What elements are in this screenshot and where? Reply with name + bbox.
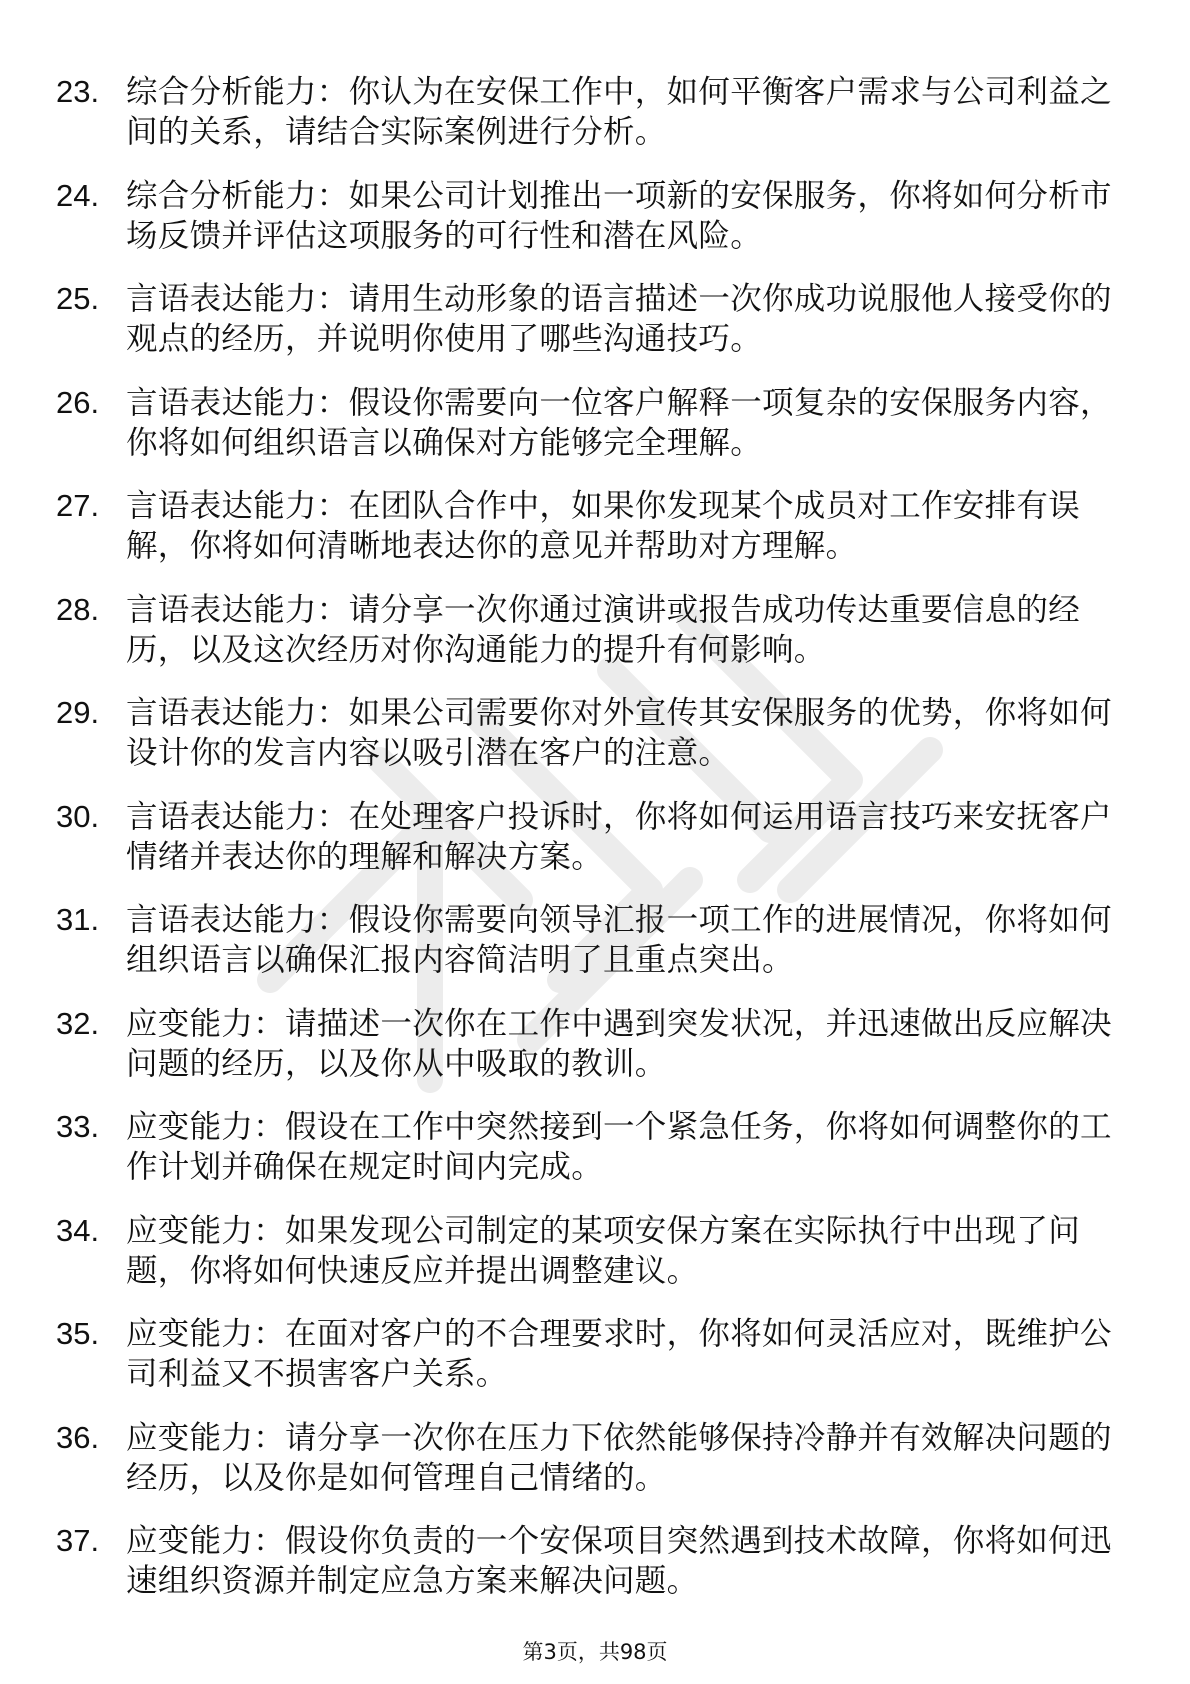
question-item-24 [56, 176, 1136, 280]
question-text: 综合分析能力：你认为在安保工作中，如何平衡客户需求与公司利益之间的关系，请结合实际案例进行分析。 [126, 74, 1112, 150]
question-number: 28. [56, 591, 100, 627]
question-number: 32. [56, 1005, 100, 1041]
question-number: 23. [56, 74, 100, 109]
question-item-28 [56, 590, 1136, 694]
question-item-31 [56, 900, 1136, 1004]
question-text: 言语表达能力：请用生动形象的语言描述一次你成功说服他人接受你的观点的经历，并说明你使用了哪些沟通技巧。 [126, 281, 1112, 357]
question-list [56, 72, 1136, 1625]
question-number: 24. [56, 177, 100, 213]
question-number: 29. [56, 695, 100, 730]
question-number: 31. [56, 902, 100, 937]
question-item-30 [56, 797, 1136, 901]
question-number: 34. [56, 1212, 100, 1248]
question-number: 35. [56, 1316, 100, 1351]
question-text: 应变能力：请分享一次你在压力下依然能够保持冷静并有效解决问题的经历，以及你是如何管理自己情绪的。 [126, 1419, 1112, 1496]
question-item-35 [56, 1314, 1136, 1418]
question-text: 综合分析能力：如果公司计划推出一项新的安保服务，你将如何分析市场反馈并评估这项服务的可行性和潜在风险。 [126, 177, 1112, 254]
question-text: 言语表达能力：如果公司需要你对外宣传其安保服务的优势，你将如何设计你的发言内容以吸引潜在客户的注意。 [126, 695, 1112, 771]
question-item-32 [56, 1004, 1136, 1108]
question-text: 应变能力：假设在工作中突然接到一个紧急任务，你将如何调整你的工作计划并确保在规定时间内完成。 [126, 1109, 1112, 1185]
page-footer [0, 1638, 1190, 1666]
question-text: 应变能力：假设你负责的一个安保项目突然遇到技术故障，你将如何迅速组织资源并制定应急方案来解决问题。 [126, 1523, 1112, 1599]
question-item-33 [56, 1107, 1136, 1211]
question-item-29 [56, 693, 1136, 797]
question-number: 26. [56, 384, 100, 420]
question-number: 37. [56, 1523, 100, 1558]
question-text: 应变能力：请描述一次你在工作中遇到突发状况，并迅速做出反应解决问题的经历，以及你从中吸取的教训。 [126, 1005, 1112, 1082]
question-text: 言语表达能力：请分享一次你通过演讲或报告成功传达重要信息的经历，以及这次经历对你沟通能力的提升有何影响。 [126, 591, 1081, 668]
question-item-37 [56, 1521, 1136, 1625]
question-number: 25. [56, 281, 100, 316]
question-number: 36. [56, 1419, 100, 1455]
question-text: 言语表达能力：假设你需要向一位客户解释一项复杂的安保服务内容，你将如何组织语言以确保对方能够完全理解。 [126, 384, 1112, 461]
question-text: 应变能力：如果发现公司制定的某项安保方案在实际执行中出现了问题，你将如何快速反应并提出调整建议。 [126, 1212, 1081, 1289]
question-text: 言语表达能力：假设你需要向领导汇报一项工作的进展情况，你将如何组织语言以确保汇报内容简洁明了且重点突出。 [126, 902, 1112, 978]
page-number-label: 第3页，共98页 [522, 1640, 668, 1664]
question-item-36 [56, 1418, 1136, 1522]
question-item-26 [56, 383, 1136, 487]
question-text: 应变能力：在面对客户的不合理要求时，你将如何灵活应对，既维护公司利益又不损害客户关系。 [126, 1316, 1112, 1392]
question-text: 言语表达能力：在处理客户投诉时，你将如何运用语言技巧来安抚客户情绪并表达你的理解和解决方案。 [126, 798, 1112, 875]
question-item-25 [56, 279, 1136, 383]
question-item-23 [56, 72, 1136, 176]
question-number: 27. [56, 488, 100, 523]
question-text: 言语表达能力：在团队合作中，如果你发现某个成员对工作安排有误解，你将如何清晰地表达你的意见并帮助对方理解。 [126, 488, 1081, 564]
question-item-34 [56, 1211, 1136, 1315]
question-number: 33. [56, 1109, 100, 1144]
question-number: 30. [56, 798, 100, 834]
question-item-27 [56, 486, 1136, 590]
